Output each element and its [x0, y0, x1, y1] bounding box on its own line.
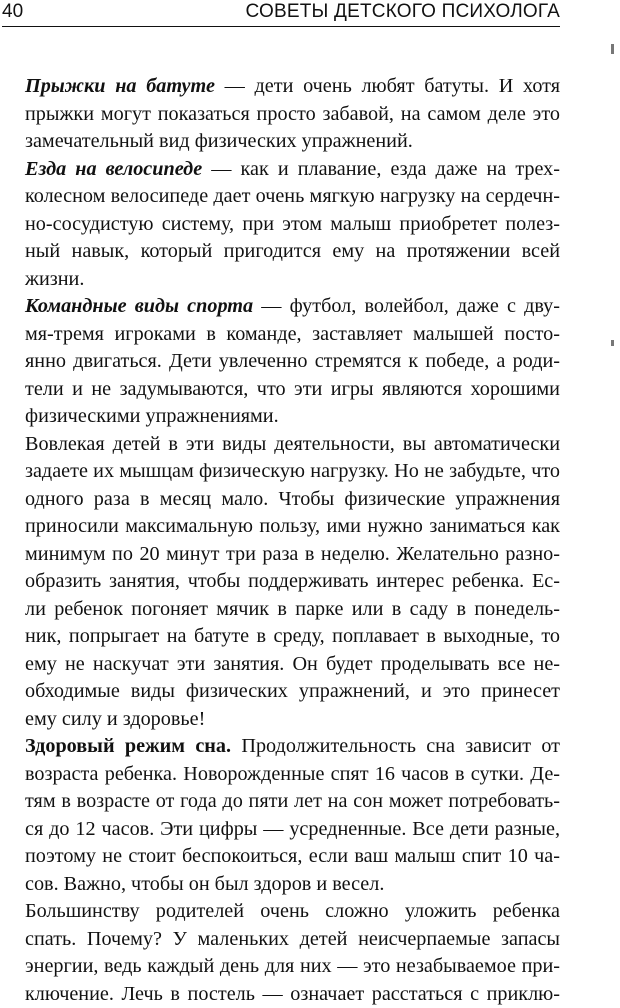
line-text: минимум по 20 минут три раза в неделю. Желательно разно- [25, 543, 560, 565]
text-line [25, 981, 560, 1008]
line-text: — дети очень любят батуты. И хотя [215, 75, 560, 97]
line-text: возраста ребенка. Новорожденные спят 16 часов в сутки. Де- [25, 763, 560, 785]
text-line [25, 376, 560, 404]
line-text: колесном велосипеде дает очень мягкую нагрузку на сердечн- [25, 185, 560, 207]
text-line [25, 238, 560, 266]
text-line [25, 403, 560, 431]
line-text: энергии, ведь каждый день для них — это незабываемое при- [25, 955, 560, 977]
text-line [25, 816, 560, 844]
page-edge-mark [611, 44, 614, 54]
line-text: сов. Важно, чтобы он был здоров и весел. [25, 873, 384, 895]
running-head [2, 0, 560, 27]
paragraph-lead: Прыжки на батуте [25, 75, 215, 97]
text-line [25, 458, 560, 486]
line-text: жизни. [25, 268, 84, 290]
line-text: — футбол, волейбол, даже с дву- [253, 295, 560, 317]
line-text: физическими упражнениями. [25, 405, 279, 427]
section-lead: Здоровый режим сна. [25, 735, 231, 757]
body-text [25, 73, 560, 1008]
line-text: мя-тремя игроками в команде, заставляет малышей посто- [25, 323, 560, 345]
running-head-title: СОВЕТЫ ДЕТСКОГО ПСИХОЛОГА [246, 0, 561, 24]
line-text: тели и не задумываются, что эти игры являются хорошими [25, 378, 560, 400]
text-line [25, 926, 560, 954]
text-line [25, 73, 560, 101]
line-text: спать. Почему? У маленьких детей неисчерпаемые запасы [25, 928, 560, 950]
line-text: обходимые виды физических упражнений, и это принесет [25, 680, 560, 702]
text-line [25, 871, 560, 899]
text-line [25, 348, 560, 376]
text-line [25, 761, 560, 789]
line-text: ключение. Лечь в постель — означает расстаться с приклю- [25, 983, 560, 1005]
text-line [25, 431, 560, 459]
text-line [25, 128, 560, 156]
text-line [25, 788, 560, 816]
line-text: — как и плавание, езда даже на трех- [202, 158, 560, 180]
line-text: одного раза в месяц мало. Чтобы физические упражнения [25, 488, 560, 510]
text-line [25, 596, 560, 624]
line-text: тям в возрасте от года до пяти лет на сон может потребовать- [25, 790, 560, 812]
line-text: янно двигаться. Дети увлеченно стремятся к победе, а роди- [25, 350, 560, 372]
line-text: ник, попрыгает на батуте в среду, поплавает в выходные, то [25, 625, 560, 647]
paragraph-lead: Езда на велосипеде [25, 158, 202, 180]
text-line [25, 706, 560, 734]
text-line [25, 101, 560, 129]
text-line [25, 211, 560, 239]
text-line [25, 623, 560, 651]
text-line [25, 266, 560, 294]
line-text: образить занятия, чтобы поддерживать интерес ребенка. Ес- [25, 570, 560, 592]
line-text: ный навык, который пригодится ему на протяжении всей [25, 240, 560, 262]
line-text: но-сосудистую систему, при этом малыш приобретет полез- [25, 213, 560, 235]
line-text: ему силу и здоровье! [25, 708, 205, 730]
line-text: поэтому не стоит беспокоиться, если ваш малыш спит 10 ча- [25, 845, 560, 867]
text-line [25, 678, 560, 706]
text-line [25, 568, 560, 596]
line-text: Большинству родителей очень сложно уложить ребенка [25, 900, 560, 922]
page-edge-mark [611, 340, 614, 346]
line-text: замечательный вид физических упражнений. [25, 130, 413, 152]
line-text: задаете их мышцам физическую нагрузку. Но не забудьте, что [25, 460, 560, 482]
line-text: Продолжительность сна зависит от [231, 735, 560, 757]
text-line [25, 651, 560, 679]
line-text: Вовлекая детей в эти виды деятельности, вы автоматически [25, 433, 560, 455]
text-line [25, 156, 560, 184]
line-text: приносили максимальную пользу, ими нужно заниматься как [25, 515, 560, 537]
text-line [25, 513, 560, 541]
text-line [25, 898, 560, 926]
line-text: ему не наскучат эти занятия. Он будет проделывать все не- [25, 653, 560, 675]
text-line [25, 541, 560, 569]
text-line [25, 486, 560, 514]
paragraph-lead: Командные виды спорта [25, 295, 253, 317]
text-line [25, 733, 560, 761]
text-line [25, 843, 560, 871]
text-line [25, 293, 560, 321]
page-number: 40 [2, 0, 23, 24]
line-text: прыжки могут показаться просто забавой, на самом деле это [25, 103, 560, 125]
text-line [25, 321, 560, 349]
text-line [25, 183, 560, 211]
line-text: ся до 12 часов. Эти цифры — усредненные. Все дети разные, [25, 818, 560, 840]
line-text: ли ребенок погоняет мячик в парке или в саду в понедель- [25, 598, 560, 620]
text-line [25, 953, 560, 981]
